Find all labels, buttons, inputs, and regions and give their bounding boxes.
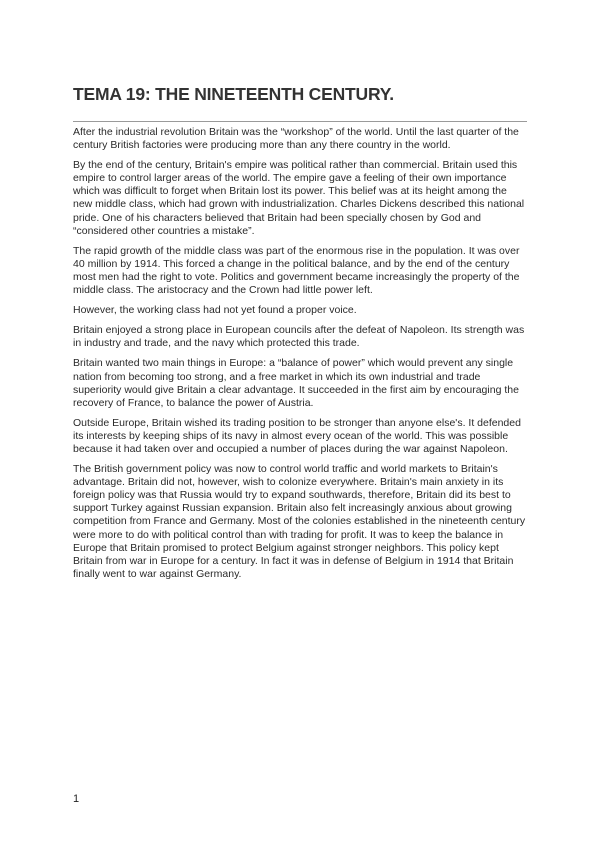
paragraph-balance-of-power: Britain wanted two main things in Europe: a “balance of power” which would prevent any single nation from becoming too strong, and a free market in which its own industrial and trade superiority would give Britain a clear advantage. It succeeded in the first aim by encouraging the recovery of France, to balance the power of Austria.	[73, 357, 519, 409]
paragraph-empire: By the end of the century, Britain's empire was political rather than commercial. Britain used this empire to control larger areas of the world. The empire gave a feeling of their own importance which was difficult to forget when Britain lost its power. This belief was at its height among the new middle class, which had grown with industrialization. Charles Dickens described this national pride. One of his characters believed that Britain had been specially chosen by God and “considered other countries a mistake”.	[73, 159, 525, 237]
paragraph-outside-europe: Outside Europe, Britain wished its trading position to be stronger than anyone else's. It defended its interests by keeping ships of its navy in almost every ocean of the world. This was possible because it had taken over and occupied a number of places during the war against Napoleon.	[73, 416, 521, 455]
document-page	[73, 0, 527, 848]
paragraph-workshop: After the industrial revolution Britain was the “workshop” of the world. Until the last quarter of the century British factories were producing more than any there country in the world.	[73, 126, 519, 152]
page-title: TEMA 19: THE NINETEENTH CENTURY.	[73, 84, 394, 104]
paragraph-working-class: However, the working class had not yet found a proper voice.	[73, 304, 357, 317]
paragraph-government-policy: The British government policy was now to control world traffic and world markets to Britain's advantage. Britain did not, however, wish to colonize everywhere. Britain's main anxiety in its foreign policy was that Russia would try to expand southwards, therefore, Britain did its best to support Turkey against Russian expansion. Britain also felt increasingly anxious about growing competition from France and Germany. Most of the colonies established in the nineteenth century were more to do with political control than with trading for profit. It was to keep the balance in Europe that Britain promised to protect Belgium against stronger neighbors. This policy kept Britain from war in Europe for a century. In fact it was in defense of Belgium in 1914 that Britain finally went to war against Germany.	[73, 463, 526, 580]
page-number: 1	[73, 793, 80, 805]
paragraph-european-councils: Britain enjoyed a strong place in European councils after the defeat of Napoleon. Its strength was in industry and trade, and the navy which protected this trade.	[73, 324, 525, 350]
title-divider	[73, 121, 527, 122]
document-body	[73, 126, 527, 588]
paragraph-middle-class: The rapid growth of the middle class was part of the enormous rise in the population. It was over 40 million by 1914. This forced a change in the political balance, and by the end of the century most men had the right to vote. Politics and government became increasingly the property of the middle class. The aristocracy and the Crown had little power left.	[73, 244, 520, 297]
